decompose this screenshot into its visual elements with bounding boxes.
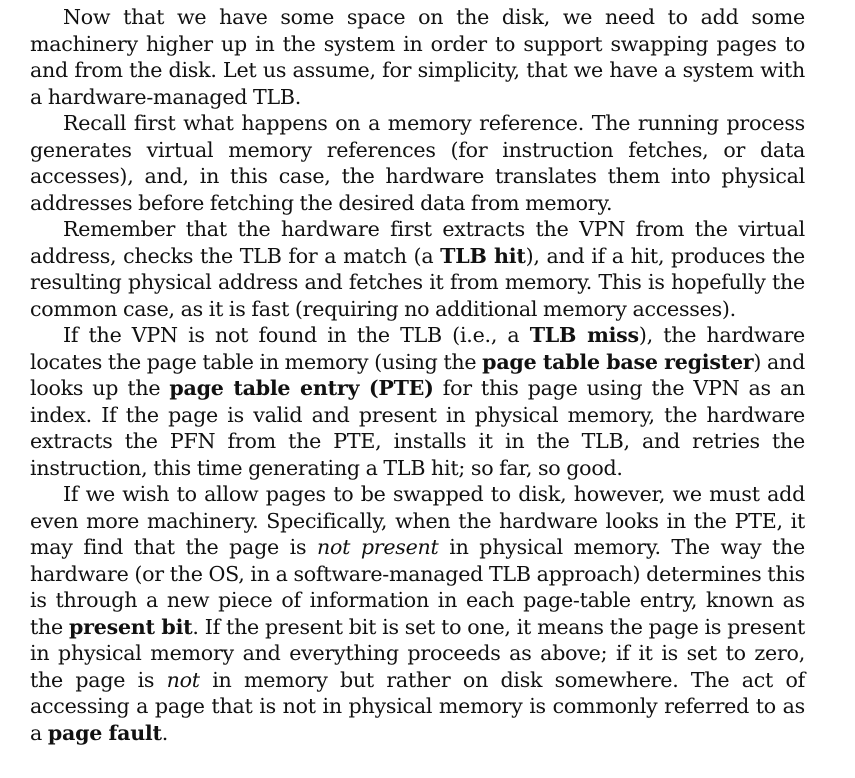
paragraph-tlb-assumption <box>30 4 805 110</box>
paragraph-tlb-miss <box>30 322 805 481</box>
term-tlb-hit: TLB hit <box>440 243 526 268</box>
term-page-table-entry: page table entry (PTE) <box>169 376 434 400</box>
term-tlb-miss: TLB miss <box>529 323 639 347</box>
text-run: ), the hardware locates the page table in memory (using the <box>30 323 805 374</box>
text-run: If we wish to allow pages to be swapped to disk, however, we must add even more machinery. Specifically, when the hardware looks in the PTE, it may find that the page is <box>30 482 805 559</box>
text-run: . If the present bit is set to one, it means the page is present in physical memory and everything proceeds as above; if it is set to zero, the page is <box>30 614 805 692</box>
term-page-table-base-register: page table base register <box>482 349 754 374</box>
text-run: in memory but rather on disk somewhere. The act of accessing a page that is not in physical memory is commonly referred to as a <box>30 667 805 745</box>
text-run: Recall first what happens on a memory reference. The running process generates virtual memory references (for instruction fetches, or data accesses), and, in this case, the hardware translates them into physical addresses before fetching the desired data from memory. <box>30 111 805 215</box>
term-present-bit: present bit <box>69 614 193 639</box>
text-run: Now that we have some space on the disk, we need to add some machinery higher up in the system in order to support swapping pages to and from the disk. Let us assume, for simplicity, that we have a system with a hardware-managed TLB. <box>30 5 805 109</box>
text-run: for this page using the VPN as an index. If the page is valid and present in physical memory, the hardware extracts the PFN from the PTE, installs it in the TLB, and retries the instruction, this time generating a TLB hit; so far, so good. <box>30 376 805 480</box>
paragraph-memory-reference <box>30 110 805 216</box>
paragraph-present-bit <box>30 481 805 746</box>
text-run: If the VPN is not found in the TLB (i.e., a <box>63 323 530 347</box>
emphasis-not-present: not present <box>316 535 439 559</box>
text-run: ), and if a hit, produces the resulting physical address and fetches it from memory. This is hopefully the common case, as it is fast (requiring no additional memory accesses). <box>30 243 805 321</box>
text-run: Remember that the hardware first extracts the VPN from the virtual address, checks the TLB for a match (a <box>30 217 805 268</box>
emphasis-not: not <box>166 667 200 692</box>
paragraph-tlb-hit <box>30 216 805 322</box>
text-run: ) and looks up the <box>30 349 805 400</box>
text-run: in physical memory. The way the hardware (or the OS, in a software-managed TLB approach) determines this is through a new piece of information in each page-table entry, known as the <box>30 535 805 639</box>
text-run: . <box>161 720 169 745</box>
term-page-fault: page fault <box>47 720 162 745</box>
